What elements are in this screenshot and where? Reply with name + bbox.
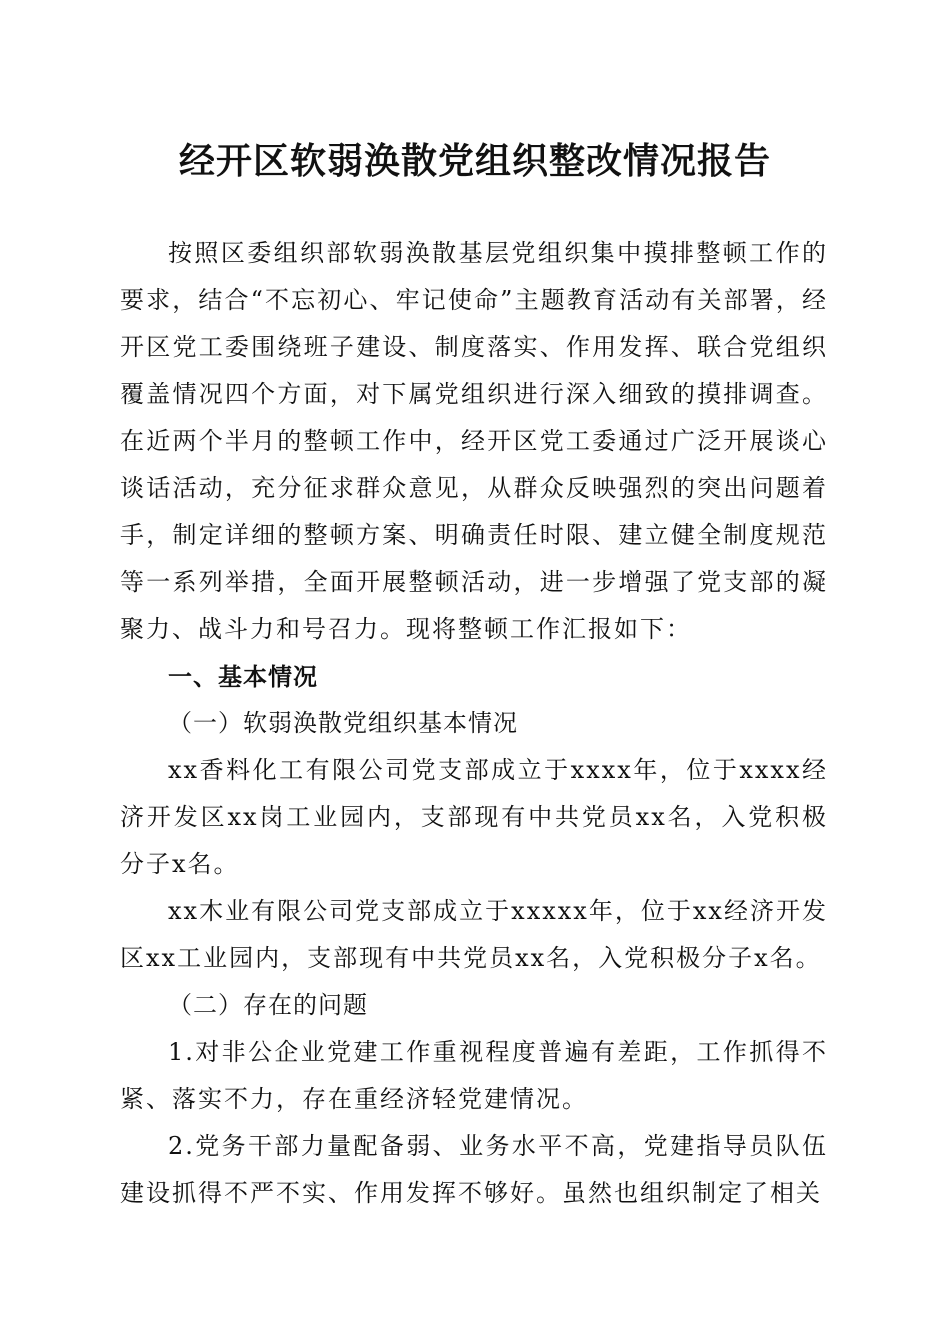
problem-item-1: 1.对非公企业党建工作重视程度普遍有差距，工作抓得不紧、落实不力，存在重经济轻党建情况。 [120,1038,828,1113]
problem-item-2: 2.党务干部力量配备弱、业务水平不高，党建指导员队伍建设抓得不严不实、作用发挥不够好。虽然也组织制定了相关 [120,1132,828,1207]
subsection-heading-existing-problems: （二）存在的问题 [168,991,368,1019]
paragraph-spice-chemical-company: xx香料化工有限公司党支部成立于xxxx年，位于xxxx经济开发区xx岗工业园内，支部现有中共党员xx名，入党积极分子x名。 [120,756,828,878]
paragraph-wood-company: xx木业有限公司党支部成立于xxxxx年，位于xx经济开发区xx工业园内，支部现有中共党员xx名，入党积极分子x名。 [120,897,828,972]
intro-paragraph: 按照区委组织部软弱涣散基层党组织集中摸排整顿工作的要求，结合“不忘初心、牢记使命”主题教育活动有关部署，经开区党工委围绕班子建设、制度落实、作用发挥、联合党组织覆盖情况四个方面，对下属党组织进行深入细致的摸排调查。在近两个半月的整顿工作中，经开区党工委通过广泛开展谈心谈话活动，充分征求群众意见，从群众反映强烈的突出问题着手，制定详细的整顿方案、明确责任时限、建立健全制度规范等一系列举措，全面开展整顿活动，进一步增强了党支部的凝聚力、战斗力和号召力。现将整顿工作汇报如下： [120,239,828,643]
section-heading-basic-situation: 一、基本情况 [168,662,318,691]
document-body [120,230,828,1217]
document-title: 经开区软弱涣散党组织整改情况报告 [178,140,771,182]
subsection-heading-party-org-situation: （一）软弱涣散党组织基本情况 [168,709,518,737]
